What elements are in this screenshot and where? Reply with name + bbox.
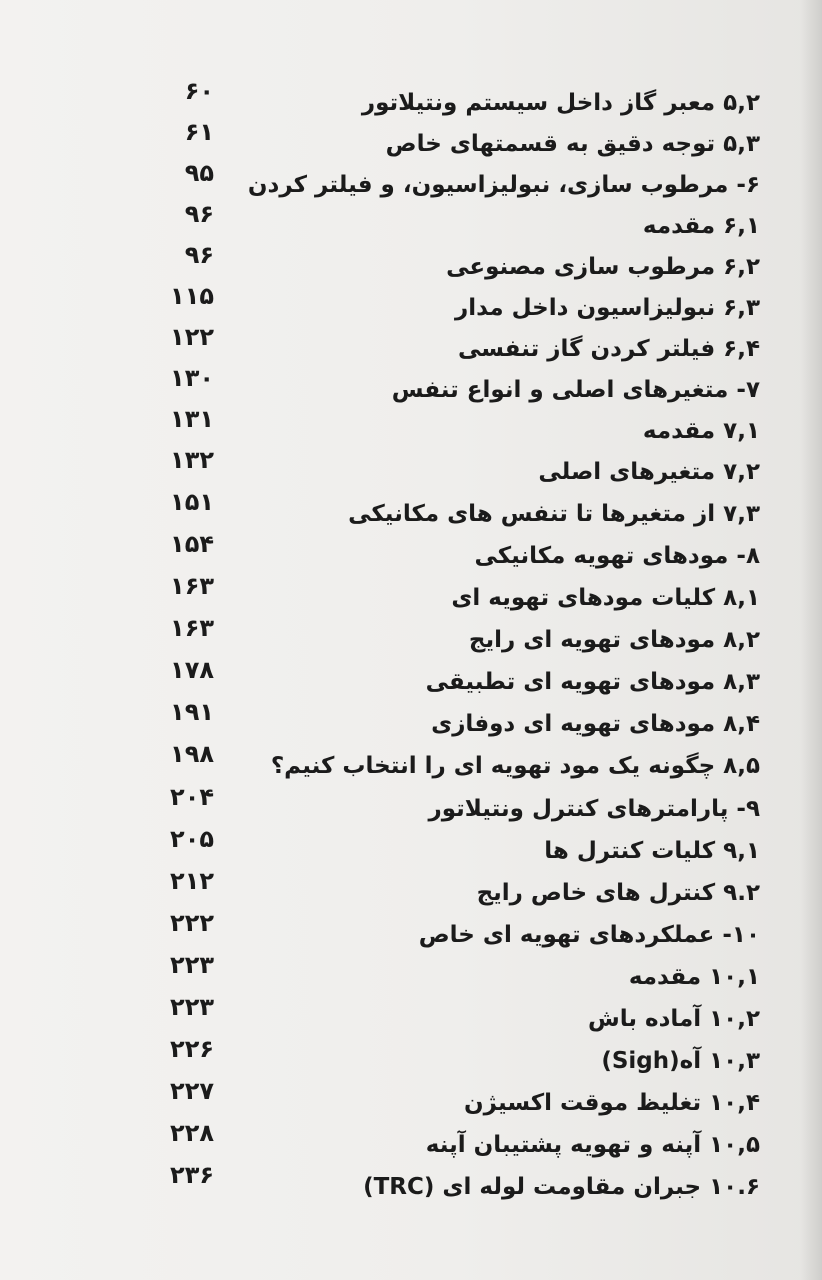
toc-page-number: ۱۵۱ [170, 488, 214, 516]
toc-page-number: ۱۹۱ [170, 698, 214, 726]
toc-entry [0, 1035, 822, 1088]
toc-entry [0, 909, 822, 962]
toc-page-number: ۱۵۴ [170, 530, 214, 558]
toc-entry [0, 825, 822, 878]
toc-entry [0, 405, 822, 458]
toc-entry [0, 364, 822, 417]
toc-title: ۶,۳ نبولیزاسیون داخل مدار [454, 295, 760, 321]
toc-entry [0, 572, 822, 625]
toc-page-number: ۲۳۶ [170, 1161, 214, 1189]
toc-page-number: ۱۹۸ [170, 740, 214, 768]
toc-page-number: ۱۳۱ [170, 405, 214, 433]
toc-page-number: ۱۶۳ [170, 614, 214, 642]
toc-title: ۸- مودهای تهویه مکانیکی [474, 543, 760, 569]
toc-entry [0, 241, 822, 294]
toc-entry [0, 200, 822, 253]
toc-page-number: ۱۶۳ [170, 572, 214, 600]
toc-entry [0, 614, 822, 667]
toc-title: ۵,۳ توجه دقیق به قسمتهای خاص [385, 131, 760, 157]
toc-entry [0, 867, 822, 920]
toc-title: ۱۰,۴ تغلیظ موقت اکسیژن [464, 1090, 760, 1116]
toc-page-number: ۱۷۸ [170, 656, 214, 684]
toc-entry [0, 993, 822, 1046]
toc-page-number: ۲۰۵ [170, 825, 214, 853]
toc-title: ۹,۱ کلیات کنترل ها [544, 838, 760, 864]
toc-entry [0, 118, 822, 171]
toc-page-number: ۲۲۶ [170, 1035, 214, 1063]
toc-title: ۱۰- عملکردهای تهویه ای خاص [418, 922, 760, 948]
toc-entry [0, 77, 822, 130]
toc-page-number: ۲۲۷ [170, 1077, 214, 1105]
toc-entry [0, 1119, 822, 1172]
toc-page-number: ۲۲۲ [170, 909, 214, 937]
toc-entry [0, 1077, 822, 1130]
toc-entry [0, 698, 822, 751]
toc-page-number: ۹۶ [184, 241, 214, 269]
toc-title: ۹- پارامترهای کنترل ونتیلاتور [428, 796, 760, 822]
toc-title: ۶- مرطوب سازی، نبولیزاسیون، و فیلتر کردن [247, 172, 760, 198]
toc-entry [0, 656, 822, 709]
toc-title: ۱۰.۶ جبران مقاومت لوله ای (TRC) [363, 1174, 760, 1200]
toc-page-number: ۶۰ [184, 77, 214, 105]
toc-title: ۷,۲ متغیرهای اصلی [538, 459, 760, 485]
toc-page-number: ۲۱۲ [170, 867, 214, 895]
toc-page-number: ۹۶ [184, 200, 214, 228]
toc-title: ۱۰,۳ آه(Sigh) [601, 1048, 760, 1074]
toc-page-number: ۱۲۲ [170, 323, 214, 351]
toc-entry [0, 282, 822, 335]
toc-page-number: ۱۱۵ [170, 282, 214, 310]
toc-page-number: ۲۰۴ [170, 783, 214, 811]
toc-title: ۷- متغیرهای اصلی و انواع تنفس [391, 377, 760, 403]
toc-entry [0, 323, 822, 376]
toc-title: ۷,۳ از متغیرها تا تنفس های مکانیکی [348, 501, 760, 527]
toc-title: ۸,۱ کلیات مودهای تهویه ای [451, 585, 760, 611]
toc-title: ۸,۵ چگونه یک مود تهویه ای را انتخاب کنیم؟ [270, 753, 760, 779]
toc-entry [0, 951, 822, 1004]
toc-entry [0, 530, 822, 583]
toc-title: ۱۰,۱ مقدمه [628, 964, 760, 990]
toc-entry [0, 740, 822, 793]
toc-title: ۱۰,۲ آماده باش [587, 1006, 760, 1032]
toc-entry [0, 783, 822, 836]
toc-title: ۸,۳ مودهای تهویه ای تطبیقی [425, 669, 760, 695]
toc-entry [0, 159, 822, 212]
toc-page-number: ۲۲۳ [170, 993, 214, 1021]
toc-entry [0, 1161, 822, 1214]
toc-entry [0, 488, 822, 541]
toc-page-number: ۶۱ [184, 118, 214, 146]
toc-title: ۸,۲ مودهای تهویه ای رایج [468, 627, 760, 653]
toc-title: ۱۰,۵ آپنه و تهویه پشتیبان آپنه [425, 1132, 760, 1158]
toc-title: ۸,۴ مودهای تهویه ای دوفازی [431, 711, 760, 737]
toc-page-number: ۱۳۲ [170, 446, 214, 474]
toc-title: ۹.۲ کنترل های خاص رایج [476, 880, 760, 906]
toc-title: ۶,۱ مقدمه [642, 213, 760, 239]
toc-entry [0, 446, 822, 499]
toc-title: ۶,۲ مرطوب سازی مصنوعی [446, 254, 760, 280]
toc-title: ۵,۲ معبر گاز داخل سیستم ونتیلاتور [361, 90, 760, 116]
toc-page-number: ۲۲۳ [170, 951, 214, 979]
toc-page-number: ۱۳۰ [170, 364, 214, 392]
toc-page-number: ۹۵ [184, 159, 214, 187]
toc-title: ۶,۴ فیلتر کردن گاز تنفسی [457, 336, 760, 362]
toc-title: ۷,۱ مقدمه [642, 418, 760, 444]
toc-page-number: ۲۲۸ [170, 1119, 214, 1147]
